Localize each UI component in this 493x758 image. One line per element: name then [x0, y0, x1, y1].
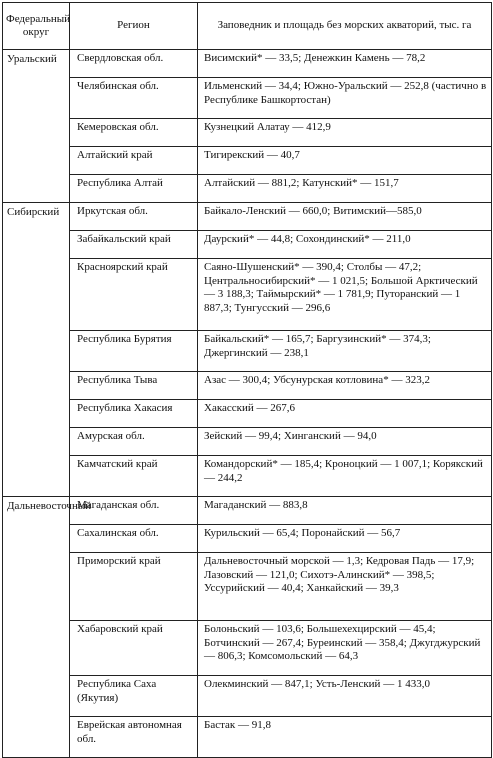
district-cell-empty — [3, 78, 70, 119]
reserves-cell: Зейский — 99,4; Хинганский — 94,0 — [198, 428, 492, 456]
district-cell-empty — [3, 331, 70, 372]
reserves-cell: Болоньский — 103,6; Большехехцирский — 45,4; Ботчинский — 267,4; Буреинский — 358,4; Джугджурский — 806,3; Комсомольский — 64,3 — [198, 621, 492, 676]
reserves-cell: Даурский* — 44,8; Сохондинский* — 211,0 — [198, 231, 492, 259]
district-cell-empty — [3, 525, 70, 553]
district-cell-empty — [3, 553, 70, 621]
region-cell: Кемеровская обл. — [70, 119, 198, 147]
district-cell-empty — [3, 372, 70, 400]
region-cell: Магаданская обл. — [70, 497, 198, 525]
district-cell-empty — [3, 676, 70, 717]
table-row — [3, 372, 492, 400]
region-cell: Республика Саха (Якутия) — [70, 676, 198, 717]
table-row — [3, 78, 492, 119]
district-cell-empty — [3, 147, 70, 175]
region-cell: Республика Бурятия — [70, 331, 198, 372]
table-row — [3, 203, 492, 231]
table-row — [3, 525, 492, 553]
region-cell: Красноярский край — [70, 259, 198, 331]
region-cell: Республика Алтай — [70, 175, 198, 203]
region-cell: Иркутская обл. — [70, 203, 198, 231]
region-cell: Еврейская автономная обл. — [70, 717, 198, 758]
reserves-cell: Бастак — 91,8 — [198, 717, 492, 758]
reserves-table — [2, 2, 492, 758]
district-fareast: Дальневосточный — [3, 497, 70, 525]
district-cell-empty — [3, 428, 70, 456]
reserves-cell: Магаданский — 883,8 — [198, 497, 492, 525]
reserves-cell: Саяно-Шушенский* — 390,4; Столбы — 47,2; Центральносибирский* — 1 021,5; Большой Арктический — 3 188,3; Таймырский* — 1 781,9; Путоранский — 1 887,3; Тунгусский — 296,6 — [198, 259, 492, 331]
reserves-cell: Байкальский* — 165,7; Баргузинский* — 374,3; Джергинский — 238,1 — [198, 331, 492, 372]
table-row — [3, 50, 492, 78]
reserves-cell: Командорский* — 185,4; Кроноцкий — 1 007,1; Корякский — 244,2 — [198, 456, 492, 497]
table-row — [3, 231, 492, 259]
reserves-cell: Ильменский — 34,4; Южно-Уральский — 252,8 (частично в Республике Башкортостан) — [198, 78, 492, 119]
table-row — [3, 621, 492, 676]
reserves-cell: Кузнецкий Алатау — 412,9 — [198, 119, 492, 147]
region-cell: Республика Хакасия — [70, 400, 198, 428]
reserves-cell: Тигирекский — 40,7 — [198, 147, 492, 175]
region-cell: Забайкальский край — [70, 231, 198, 259]
table-row — [3, 147, 492, 175]
region-cell: Республика Тыва — [70, 372, 198, 400]
region-cell: Камчатский край — [70, 456, 198, 497]
region-cell: Челябинская обл. — [70, 78, 198, 119]
region-cell: Приморский край — [70, 553, 198, 621]
reserves-cell: Курильский — 65,4; Поронайский — 56,7 — [198, 525, 492, 553]
table-row — [3, 676, 492, 717]
reserves-cell: Хакасский — 267,6 — [198, 400, 492, 428]
district-cell-empty — [3, 231, 70, 259]
table-row — [3, 331, 492, 372]
table-row — [3, 175, 492, 203]
reserves-cell: Азас — 300,4; Убсунурская котловина* — 323,2 — [198, 372, 492, 400]
reserves-cell: Олекминский — 847,1; Усть-Ленский — 1 433,0 — [198, 676, 492, 717]
reserves-cell: Байкало-Ленский — 660,0; Витимский—585,0 — [198, 203, 492, 231]
district-cell-empty — [3, 717, 70, 758]
table-row — [3, 428, 492, 456]
table-row — [3, 717, 492, 758]
region-cell: Сахалинская обл. — [70, 525, 198, 553]
district-ural: Уральский — [3, 50, 70, 78]
district-cell-empty — [3, 175, 70, 203]
region-cell: Амурская обл. — [70, 428, 198, 456]
table-row — [3, 553, 492, 621]
table-row — [3, 456, 492, 497]
reserves-cell: Дальневосточный морской — 1,3; Кедровая Падь — 17,9; Лазовский — 121,0; Сихотэ-Алинский* — 398,5; Уссурийский — 40,4; Ханкайский — 39,3 — [198, 553, 492, 621]
reserves-cell: Алтайский — 881,2; Катунский* — 151,7 — [198, 175, 492, 203]
district-siberia: Сибирский — [3, 203, 70, 231]
table-row — [3, 497, 492, 525]
header-district: Федеральный округ — [3, 3, 70, 50]
district-cell-empty — [3, 119, 70, 147]
region-cell: Алтайский край — [70, 147, 198, 175]
district-cell-empty — [3, 456, 70, 497]
table-row — [3, 400, 492, 428]
header-reserves: Заповедник и площадь без морских акваторий, тыс. га — [198, 3, 492, 50]
header-region: Регион — [70, 3, 198, 50]
region-cell: Свердловская обл. — [70, 50, 198, 78]
district-cell-empty — [3, 621, 70, 676]
region-cell: Хабаровский край — [70, 621, 198, 676]
table-row — [3, 119, 492, 147]
table-header-row — [3, 3, 492, 50]
reserves-cell: Висимский* — 33,5; Денежкин Камень — 78,2 — [198, 50, 492, 78]
district-cell-empty — [3, 400, 70, 428]
table-row — [3, 259, 492, 331]
district-cell-empty — [3, 259, 70, 331]
